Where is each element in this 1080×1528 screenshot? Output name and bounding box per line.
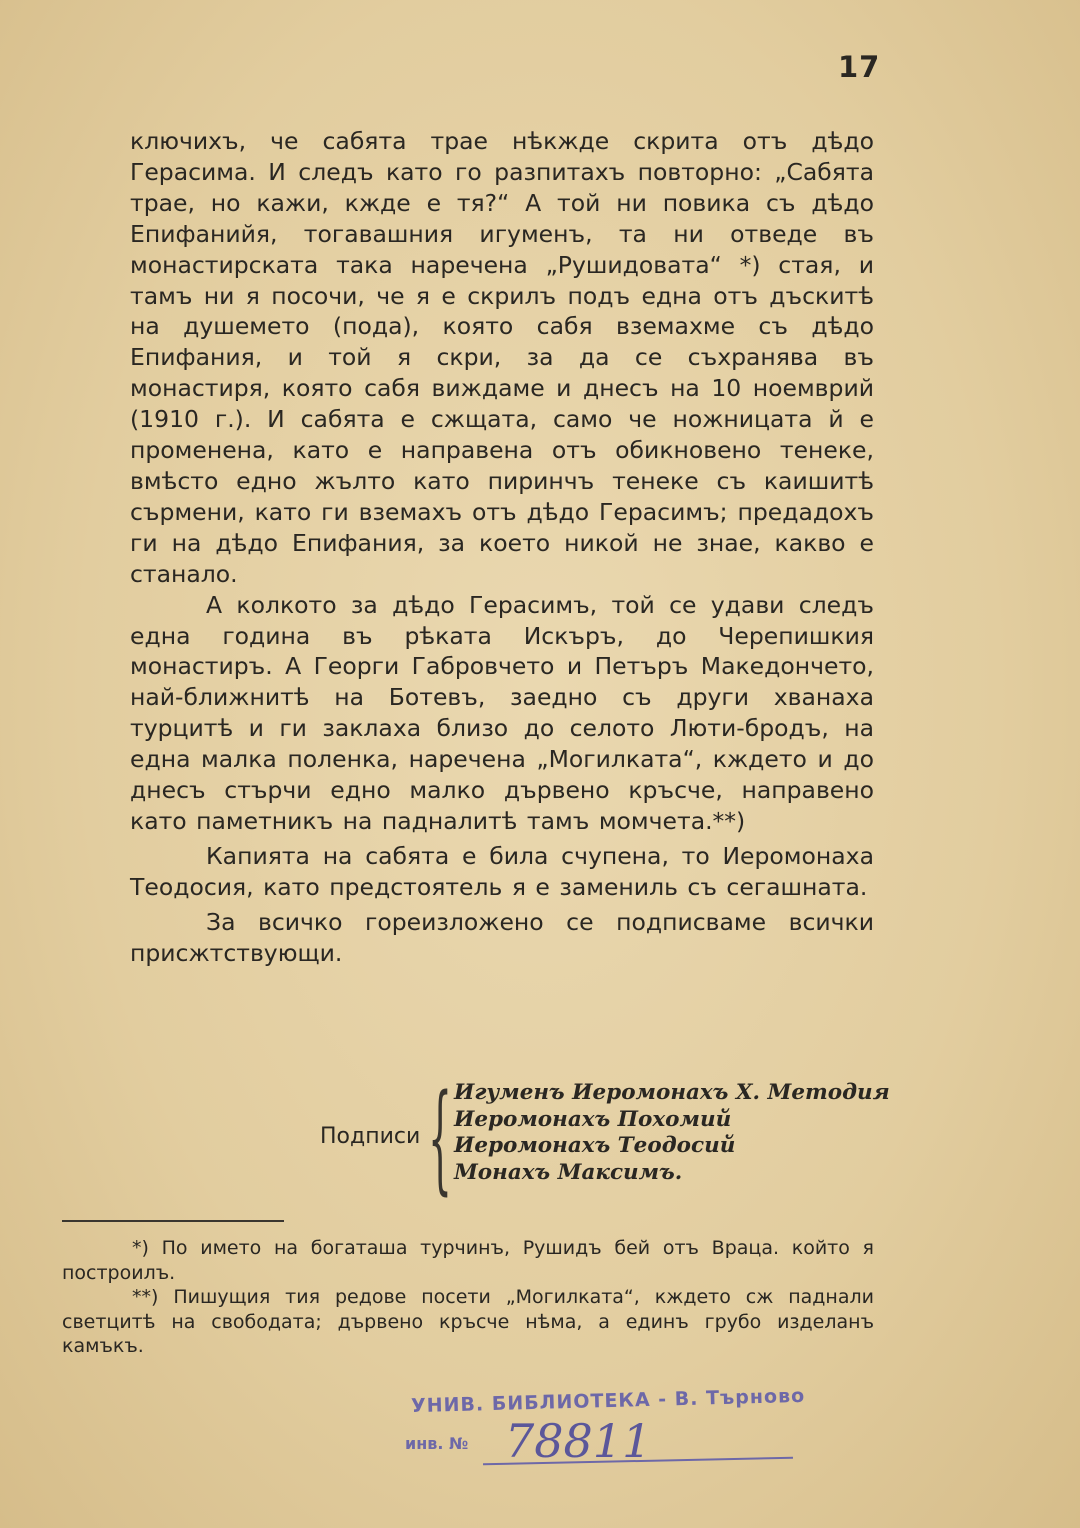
footnotes <box>62 1236 874 1359</box>
signatures-label: Подписи <box>320 1124 421 1149</box>
signature-line: Монахъ Максимъ. <box>454 1159 683 1185</box>
page-number: 17 <box>838 50 881 84</box>
body-text <box>130 126 874 968</box>
library-stamp <box>405 1384 806 1470</box>
signatures-block <box>320 1068 890 1206</box>
stamp-library-name: УНИВ. БИБЛИОТЕКА - В. Търново <box>410 1384 806 1418</box>
signature-line: Иеромонахъ Похомий <box>454 1106 732 1132</box>
paragraph-1: ключихъ, че сабята трае нѣкжде скрита отъ дѣдо Герасима. И следъ като го разпитахъ повторно: „Сабята трае, но кажи, кжде е тя?“ А той ни повика съ дѣдо Епифанийя, тогавашния игуменъ, та ни отведе въ монастирската така наречена „Рушидовата“ *) стая, и тамъ ни я посочи, че я е скрилъ подъ една отъ дъскитѣ на душемето (пода), която сабя вземахме съ дѣдо Епифания, и той я скри, за да се съхранява въ монастиря, която сабя виждаме и днесъ на 10 ноемврий (1910 г.). И сабята е сжщата, само че ножницата й е променена, като е направена отъ обикновено тенеке, вмѣсто едно жълто като пиринчъ тенеке съ каишитѣ сърмени, като ги вземахъ отъ дѣдо Герасимъ; предадохъ ги на дѣдо Епифания, за което никой не знае, какво е станало. <box>130 127 874 588</box>
paragraph-2: А колкото за дѣдо Герасимъ, той се удави следъ една година въ рѣката Искъръ, до Черепишкия монастиръ. А Георги Габровчето и Петъръ Македончето, най-ближнитѣ на Ботевъ, заедно съ други хванаха турцитѣ и ги заклаха близо до селото Люти-бродъ, на една малка поленка, наречена „Могилката“, кждето и до днесъ стърчи едно малко дървено кръсче, направено като паметникъ на падналитѣ тамъ момчета.**) <box>130 590 874 835</box>
signature-list <box>454 1080 890 1186</box>
signatures-brace: { <box>428 1068 453 1206</box>
paragraph-3: Капията на сабята е била счупена, то Иеромонаха Теодосия, като предстоятель я е замениль съ сегашната. <box>130 841 874 901</box>
footnote-2: **) Пишущия тия редове посети „Могилката“, кждето сж паднали светцитѣ на свободата; дървено кръсче нѣма, а единъ грубо изделанъ камъкъ. <box>62 1286 874 1357</box>
stamp-inventory-number: 78811 <box>505 1414 652 1468</box>
paragraph-4: За всичко гореизложено се подписваме всички присжтствующи. <box>130 907 874 967</box>
signature-line: Иеромонахъ Теодосий <box>454 1133 736 1158</box>
footnote-divider <box>62 1220 284 1222</box>
signature-line: Игуменъ Иеромонахъ Х. Методия <box>454 1080 890 1105</box>
stamp-inventory-label: инв. № <box>405 1434 469 1453</box>
footnote-1: *) По името на богаташа турчинъ, Рушидъ бей отъ Враца. който я построилъ. <box>62 1237 874 1284</box>
